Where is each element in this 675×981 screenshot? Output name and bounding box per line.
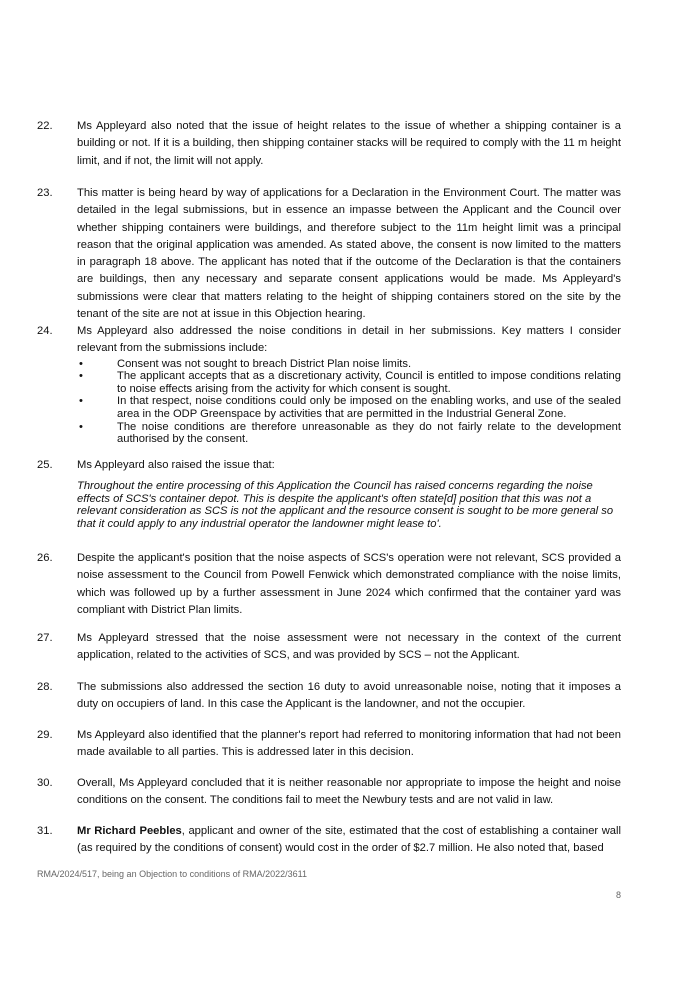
paragraph-text: Overall, Ms Appleyard concluded that it is neither reasonable nor appropriate to impose the height and noise conditions on the consent. The conditions fail to meet the Newbury tests and are not valid in law. — [77, 777, 621, 807]
paragraph-27 — [37, 630, 621, 665]
bullet-icon: • — [79, 420, 83, 433]
paragraph-number: 26. — [37, 552, 53, 564]
paragraph-28 — [37, 679, 621, 714]
paragraph-text: The submissions also addressed the section 16 duty to avoid unreasonable noise, noting that it imposes a duty on occupiers of land. In this case the Applicant is the landowner, and not the occupier. — [77, 681, 621, 711]
paragraph-text: Despite the applicant's position that the noise aspects of SCS's operation were not relevant, SCS provided a noise assessment to the Council from Powell Fenwick which demonstrated compliance with the noise limits, which was followed up by a further assessment in June 2024 which confirmed that the container yard was compliant with District Plan limits. — [77, 552, 621, 616]
paragraph-text: Ms Appleyard also identified that the planner's report had referred to monitoring information that had not been made available to all parties. This is addressed later in this decision. — [77, 729, 621, 759]
paragraph-text: This matter is being heard by way of applications for a Declaration in the Environment Court. The matter was detailed in the legal submissions, but in essence an impasse between the Applicant and the Council over whether shipping containers were buildings, and therefore subject to the 11m height limit was a principal reason that the original application was amended. As stated above, the consent is now limited to the matters in paragraph 18 above. The applicant has noted that if the outcome of the Declaration is that the containers are buildings, then any necessary and separate consent applications would be made. Ms Appleyard's submissions were clear that matters relating to the height of shipping containers stored on the site by the tenant of the site are not at issue in this Objection hearing. — [77, 187, 621, 321]
bullet-icon: • — [79, 370, 83, 383]
paragraph-number: 25. — [37, 459, 53, 471]
paragraph-24 — [37, 323, 621, 446]
paragraph-number: 27. — [37, 632, 53, 644]
bullet-list — [77, 358, 621, 446]
bullet-icon: • — [79, 357, 83, 370]
paragraph-29 — [37, 727, 621, 762]
list-item: • Consent was not sought to breach District Plan noise limits. — [79, 357, 412, 370]
list-item: • The noise conditions are therefore unreasonable as they do not fairly relate to the development authorised by the consent. — [79, 420, 621, 446]
paragraph-22 — [37, 118, 621, 170]
paragraph-number: 30. — [37, 777, 53, 789]
page-number: 8 — [615, 890, 621, 900]
list-item: • The applicant accepts that as a discretionary activity, Council is entitled to impose conditions relating to noise effects arising from the activity for which consent is sought. — [79, 370, 621, 395]
paragraph-text: Mr Richard Peebles, applicant and owner of the site, estimated that the cost of establishing a container wall (as required by the conditions of consent) would cost in the order of $2.7 million. He also noted that, based — [77, 825, 622, 855]
block-quote: Throughout the entire processing of this Application the Council has raised concerns regarding the noise effects of SCS's container depot. This is despite the applicant's often state[d] position that this was not a relevant consideration as SCS is not the applicant and the resource consent is sought to be more general so that it could apply to any industrial operator the landowner might lease to'. — [77, 480, 614, 531]
page-footer: RMA/2024/517, being an Objection to conditions of RMA/2022/3611 — [37, 869, 308, 879]
list-item: • In that respect, noise conditions could only be imposed on the enabling works, and use of the sealed area in the ODP Greenspace by activities that are permitted in the Industrial General Zone. — [79, 395, 621, 420]
paragraph-23 — [37, 185, 621, 323]
paragraph-number: 22. — [37, 120, 53, 132]
bullet-icon: • — [79, 395, 83, 408]
paragraph-25 — [37, 457, 621, 531]
paragraph-text: Ms Appleyard stressed that the noise assessment were not necessary in the context of the current application, related to the activities of SCS, and was provided by SCS – not the Applicant. — [77, 632, 621, 662]
paragraph-number: 23. — [37, 187, 53, 199]
paragraph-text: Ms Appleyard also noted that the issue of height relates to the issue of whether a shipping container is a building or not. If it is a building, then shipping container stacks will be required to comply with the 11 m height limit, and if not, the limit will not apply. — [77, 120, 621, 167]
paragraph-number: 31. — [37, 825, 53, 837]
paragraph-intro: Ms Appleyard also addressed the noise conditions in detail in her submissions. Key matters I consider relevant from the submissions include: — [77, 325, 621, 355]
paragraph-26 — [37, 550, 621, 619]
paragraph-number: 29. — [37, 729, 53, 741]
paragraph-30 — [37, 775, 621, 810]
speaker-name: Mr Richard Peebles — [77, 825, 182, 837]
paragraph-31 — [37, 823, 621, 858]
paragraph-intro: Ms Appleyard also raised the issue that: — [77, 459, 275, 471]
paragraph-number: 24. — [37, 325, 53, 337]
paragraph-number: 28. — [37, 681, 53, 693]
